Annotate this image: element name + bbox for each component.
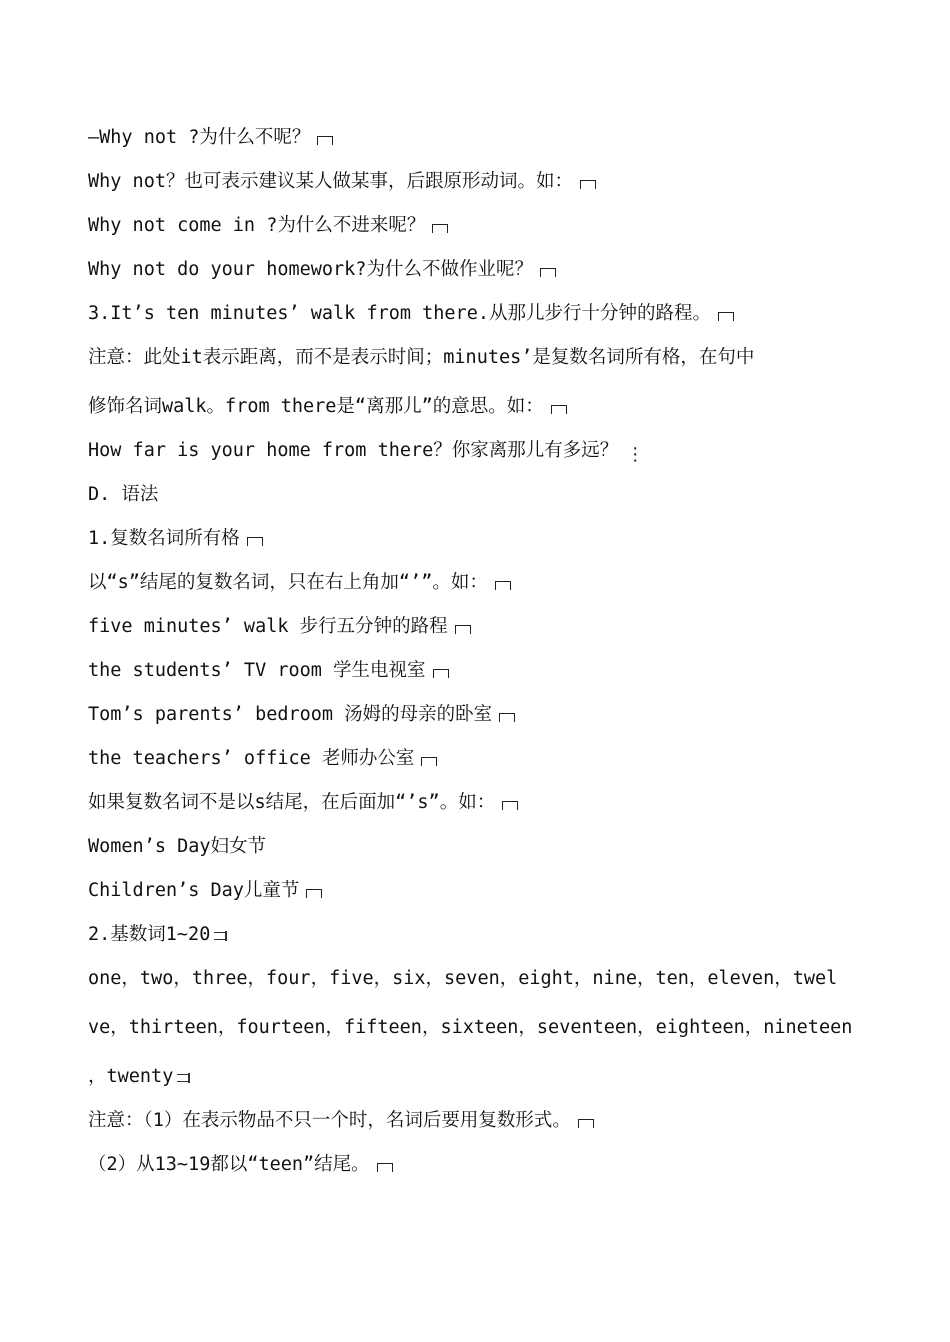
document-body (88, 118, 868, 1189)
paragraph-mark-icon (454, 623, 472, 635)
text-line-11 (88, 563, 868, 607)
paragraph-mark-icon (579, 178, 597, 190)
line-text: 2.基数词1~20 (88, 924, 211, 945)
paragraph-mark-icon (501, 799, 519, 811)
line-text: the students’ TV room 学生电视室 (88, 660, 426, 681)
paragraph-mark-icon (420, 755, 438, 767)
text-line-3 (88, 206, 868, 250)
text-line-7 (88, 387, 868, 431)
vertical-dots-icon (624, 447, 642, 459)
text-line-15 (88, 739, 868, 783)
text-line-18 (88, 871, 868, 915)
line-text: 注意：（1）在表示物品不只一个时，名词后要用复数形式。 (88, 1110, 571, 1131)
text-line-20 (88, 959, 868, 1008)
text-line-2 (88, 162, 868, 206)
line-break-mark-icon (179, 1073, 197, 1085)
line-text: one，two，three，four，five，six，seven，eight，nine，ten，eleven，twel (88, 968, 838, 989)
text-line-13 (88, 651, 868, 695)
paragraph-mark-icon (305, 887, 323, 899)
line-text: Why not come in ?为什么不进来呢？ (88, 215, 426, 236)
paragraph-mark-icon (539, 266, 557, 278)
line-text: ve，thirteen，fourteen，fifteen，sixteen，seventeen，eighteen，nineteen (88, 1017, 853, 1038)
text-line-10 (88, 519, 868, 563)
paragraph-mark-icon (432, 667, 450, 679)
paragraph-mark-icon (550, 403, 568, 415)
line-text: 3.It’s ten minutes’ walk from there.从那儿步行十分钟的路程。 (88, 303, 711, 324)
text-line-19 (88, 915, 868, 959)
section-heading-grammar (88, 475, 868, 519)
line-text: —Why not ?为什么不呢？ (88, 127, 311, 148)
text-line-23 (88, 1101, 868, 1145)
line-break-mark-icon (216, 931, 234, 943)
paragraph-mark-icon (494, 579, 512, 591)
text-line-5 (88, 294, 868, 338)
line-text: Tom’s parents’ bedroom 汤姆的母亲的卧室 (88, 704, 493, 725)
line-text: 如果复数名词不是以s结尾，在后面加“’s”。如： (88, 792, 496, 813)
text-line-12 (88, 607, 868, 651)
text-line-6 (88, 338, 868, 387)
text-line-14 (88, 695, 868, 739)
line-text: 1.复数名词所有格 (88, 528, 240, 549)
text-line-24 (88, 1145, 868, 1189)
text-line-22 (88, 1057, 868, 1101)
text-line-21 (88, 1008, 868, 1057)
line-text: Why not？也可表示建议某人做某事，后跟原形动词。如： (88, 171, 573, 192)
text-line-16 (88, 783, 868, 827)
line-text: （2）从13~19都以“teen”结尾。 (88, 1154, 370, 1175)
paragraph-mark-icon (376, 1161, 394, 1173)
paragraph-mark-icon (246, 535, 264, 547)
line-text: D. 语法 (88, 484, 159, 505)
line-text: Why not do your homework?为什么不做作业呢？ (88, 259, 533, 280)
line-text: Women’s Day妇女节 (88, 836, 267, 857)
text-line-1 (88, 118, 868, 162)
text-line-17 (88, 827, 868, 871)
line-text: five minutes’ walk 步行五分钟的路程 (88, 616, 448, 637)
paragraph-mark-icon (577, 1117, 595, 1129)
paragraph-mark-icon (431, 222, 449, 234)
text-line-8 (88, 431, 868, 475)
line-text: 注意：此处it表示距离，而不是表示时间；minutes’是复数名词所有格，在句中 (88, 347, 755, 368)
paragraph-mark-icon (498, 711, 516, 723)
paragraph-mark-icon (717, 310, 735, 322)
paragraph-mark-icon (316, 134, 334, 146)
line-text: ，twenty (88, 1066, 174, 1087)
line-text: Children’s Day儿童节 (88, 880, 300, 901)
line-text: How far is your home from there？你家离那儿有多远？ (88, 440, 619, 461)
text-line-4 (88, 250, 868, 294)
line-text: 修饰名词walk。from there是“离那儿”的意思。如： (88, 396, 544, 417)
line-text: 以“s”结尾的复数名词，只在右上角加“’”。如： (88, 572, 488, 593)
line-text: the teachers’ office 老师办公室 (88, 748, 415, 769)
